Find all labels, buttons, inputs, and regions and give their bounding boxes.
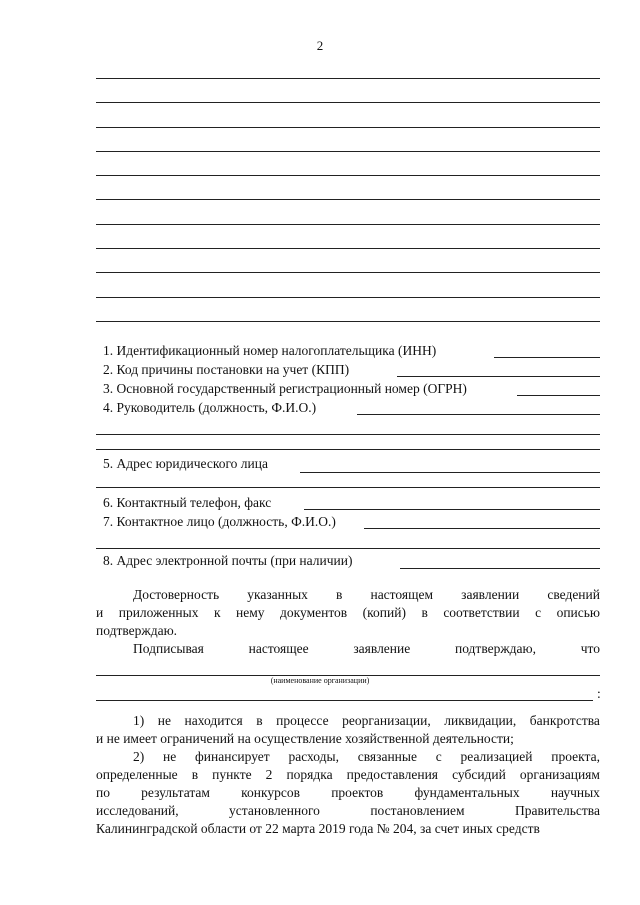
field-email-input[interactable] [400, 568, 600, 569]
confirmation-line-2: и приложенных к нему документов (копий) в соответствии с описью [96, 605, 600, 620]
blank-line-7[interactable] [96, 224, 600, 225]
condition-2-line-3: по результатам конкурсов проектов фундаментальных научных [96, 785, 600, 800]
blank-line-8[interactable] [96, 248, 600, 249]
signing-statement: Подписывая настоящее заявление подтверждаю, что [133, 641, 600, 656]
condition-2-line-5: Калининградской области от 22 марта 2019 года № 204, за счет иных средств [96, 821, 540, 836]
condition-1-line-1: 1) не находится в процессе реорганизации, ликвидации, банкротства [133, 713, 600, 728]
blank-line-2[interactable] [96, 102, 600, 103]
field-phone-input[interactable] [304, 509, 600, 510]
condition-2-line-1: 2) не финансирует расходы, связанные с реализацией проекта, [133, 749, 600, 764]
confirmation-line-1: Достоверность указанных в настоящем заявлении сведений [133, 587, 600, 602]
blank-line-3[interactable] [96, 127, 600, 128]
page-number: 2 [316, 38, 324, 53]
blank-line-10[interactable] [96, 297, 600, 298]
field-address-label: 5. Адрес юридического лица [103, 456, 268, 471]
org-name-caption: (наименование организации) [270, 676, 370, 685]
field-ogrn-label: 3. Основной государственный регистрационный номер (ОГРН) [103, 381, 467, 396]
condition-2-line-2: определенные в пункте 2 порядка предоставления субсидий организациям [96, 767, 600, 782]
field-contact-line-2[interactable] [96, 548, 600, 549]
field-director-label: 4. Руководитель (должность, Ф.И.О.) [103, 400, 317, 415]
condition-2-line-4: исследований, установленного постановлением Правительства [96, 803, 600, 818]
blank-line-6[interactable] [96, 199, 600, 200]
field-kpp-label: 2. Код причины постановки на учет (КПП) [103, 362, 350, 377]
field-director-line-2[interactable] [96, 434, 600, 435]
condition-1-line-2: и не имеет ограничений на осуществление хозяйственной деятельности; [96, 731, 514, 746]
blank-line-9[interactable] [96, 272, 600, 273]
field-director-input[interactable] [357, 414, 600, 415]
org-name-input-2[interactable] [96, 700, 593, 701]
field-address-input[interactable] [300, 472, 600, 473]
field-email-label: 8. Адрес электронной почты (при наличии) [103, 553, 353, 568]
field-ogrn-input[interactable] [517, 395, 600, 396]
confirmation-line-3: подтверждаю. [96, 623, 178, 638]
blank-line-1[interactable] [96, 78, 600, 79]
field-kpp-input[interactable] [397, 376, 600, 377]
field-phone-label: 6. Контактный телефон, факс [103, 495, 272, 510]
field-address-line-2[interactable] [96, 487, 600, 488]
org-colon: : [597, 686, 601, 701]
field-inn-input[interactable] [494, 357, 600, 358]
blank-line-11[interactable] [96, 321, 600, 322]
field-director-line-3[interactable] [96, 449, 600, 450]
field-contact-label: 7. Контактное лицо (должность, Ф.И.О.) [103, 514, 336, 529]
field-inn-label: 1. Идентификационный номер налогоплательщика (ИНН) [103, 343, 437, 358]
blank-line-5[interactable] [96, 175, 600, 176]
blank-line-4[interactable] [96, 151, 600, 152]
field-contact-input[interactable] [364, 528, 600, 529]
